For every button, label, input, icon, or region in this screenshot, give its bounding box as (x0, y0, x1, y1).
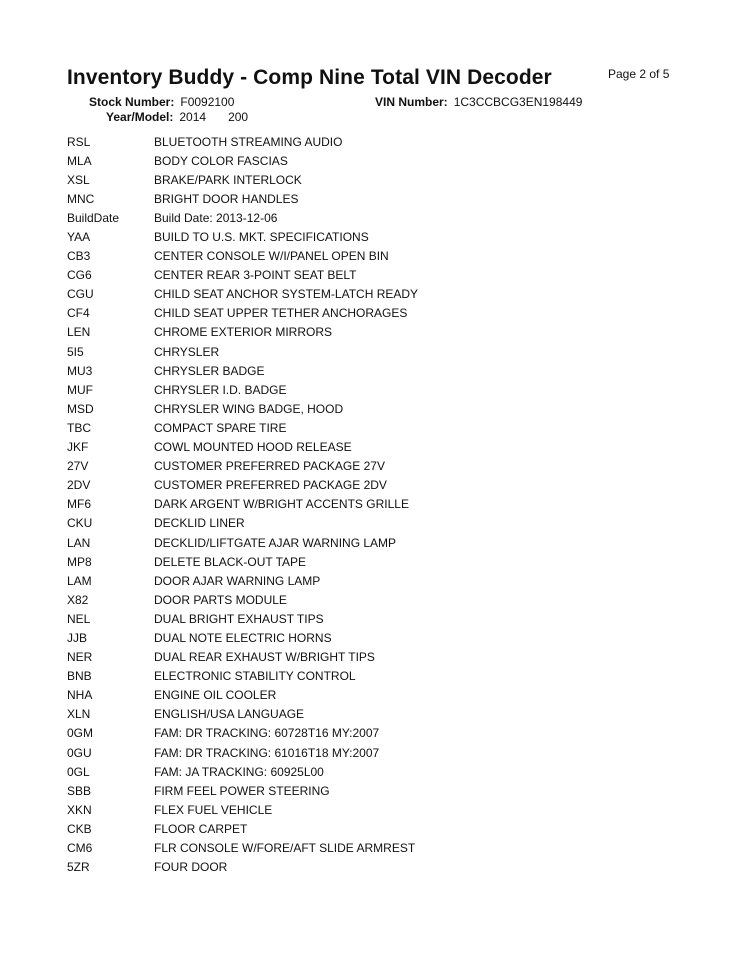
option-code: MF6 (67, 497, 91, 512)
option-description: BODY COLOR FASCIAS (154, 153, 288, 168)
option-row (67, 227, 687, 246)
option-code: BNB (67, 669, 92, 684)
option-description: COMPACT SPARE TIRE (154, 420, 287, 435)
option-code: MSD (67, 401, 94, 416)
option-description: FIRM FEEL POWER STEERING (154, 783, 330, 798)
stock-number-value: F0092100 (180, 95, 235, 109)
option-row (67, 342, 687, 361)
options-list (67, 132, 687, 877)
option-description: DELETE BLACK-OUT TAPE (154, 554, 307, 569)
option-description: FAM: JA TRACKING: 60925L00 (154, 764, 324, 779)
model-value: 200 (228, 110, 249, 124)
option-row (67, 858, 687, 877)
option-description: CHROME EXTERIOR MIRRORS (154, 325, 333, 340)
option-row (67, 266, 687, 285)
option-code: NHA (67, 688, 93, 703)
option-code: X82 (67, 592, 89, 607)
stock-number-label: Stock Number: (89, 95, 175, 109)
option-row (67, 132, 687, 151)
option-description: BUILD TO U.S. MKT. SPECIFICATIONS (154, 230, 369, 245)
option-row (67, 800, 687, 819)
option-description: DOOR AJAR WARNING LAMP (154, 573, 321, 588)
option-code: 27V (67, 459, 89, 474)
option-row (67, 819, 687, 838)
option-description: DUAL BRIGHT EXHAUST TIPS (154, 611, 324, 626)
option-description: BRAKE/PARK INTERLOCK (154, 172, 302, 187)
year-model (106, 110, 248, 124)
year-model-label: Year/Model: (106, 110, 174, 124)
option-row (67, 457, 687, 476)
option-code: MNC (67, 191, 95, 206)
option-description: BLUETOOTH STREAMING AUDIO (154, 134, 343, 149)
year-value: 2014 (179, 110, 207, 124)
option-code: JKF (67, 440, 89, 455)
vin-number-label: VIN Number: (375, 95, 448, 109)
option-description: CENTER CONSOLE W/I/PANEL OPEN BIN (154, 249, 389, 264)
option-description: CENTER REAR 3-POINT SEAT BELT (154, 268, 357, 283)
option-code: 5ZR (67, 860, 90, 875)
option-code: BuildDate (67, 210, 120, 225)
option-row (67, 743, 687, 762)
option-row (67, 762, 687, 781)
option-code: XKN (67, 802, 92, 817)
option-description: FOUR DOOR (154, 860, 228, 875)
option-code: NEL (67, 611, 91, 626)
option-row (67, 438, 687, 457)
option-description: CUSTOMER PREFERRED PACKAGE 27V (154, 459, 385, 474)
option-row (67, 247, 687, 266)
option-code: CKB (67, 821, 92, 836)
option-description: CHRYSLER WING BADGE, HOOD (154, 401, 344, 416)
option-description: CHRYSLER BADGE (154, 363, 265, 378)
page-title: Inventory Buddy - Comp Nine Total VIN Decoder (67, 66, 552, 89)
option-row (67, 361, 687, 380)
option-code: LAN (67, 535, 91, 550)
option-code: 0GU (67, 745, 92, 760)
option-code: 0GL (67, 764, 90, 779)
option-code: YAA (67, 230, 91, 245)
option-description: DECKLID/LIFTGATE AJAR WARNING LAMP (154, 535, 397, 550)
option-code: 0GM (67, 726, 94, 741)
option-description: ENGINE OIL COOLER (154, 688, 277, 703)
option-code: XLN (67, 707, 91, 722)
vin-number-value: 1C3CCBCG3EN198449 (453, 95, 583, 109)
option-description: CHRYSLER I.D. BADGE (154, 382, 287, 397)
option-row (67, 667, 687, 686)
option-description: FLEX FUEL VEHICLE (154, 802, 273, 817)
option-row (67, 380, 687, 399)
option-row (67, 838, 687, 857)
option-code: CGU (67, 287, 94, 302)
option-code: 5I5 (67, 344, 84, 359)
option-code: CM6 (67, 841, 93, 856)
option-code: TBC (67, 420, 91, 435)
option-row (67, 648, 687, 667)
option-code: 2DV (67, 478, 91, 493)
option-code: MLA (67, 153, 92, 168)
option-row (67, 552, 687, 571)
page-number: Page 2 of 5 (608, 67, 670, 81)
option-code: MUF (67, 382, 93, 397)
option-code: CB3 (67, 249, 91, 264)
option-description: CHILD SEAT UPPER TETHER ANCHORAGES (154, 306, 408, 321)
option-code: SBB (67, 783, 92, 798)
option-code: MU3 (67, 363, 93, 378)
option-code: RSL (67, 134, 91, 149)
option-description: ENGLISH/USA LANGUAGE (154, 707, 305, 722)
option-description: DUAL REAR EXHAUST W/BRIGHT TIPS (154, 650, 375, 665)
option-row (67, 686, 687, 705)
option-code: XSL (67, 172, 90, 187)
option-description: DUAL NOTE ELECTRIC HORNS (154, 630, 332, 645)
option-row (67, 590, 687, 609)
option-description: CUSTOMER PREFERRED PACKAGE 2DV (154, 478, 387, 493)
option-row (67, 495, 687, 514)
option-code: LAM (67, 573, 92, 588)
option-row (67, 151, 687, 170)
option-description: FAM: DR TRACKING: 61016T18 MY:2007 (154, 745, 380, 760)
option-description: FLR CONSOLE W/FORE/AFT SLIDE ARMREST (154, 841, 416, 856)
option-description: BRIGHT DOOR HANDLES (154, 191, 299, 206)
option-row (67, 170, 687, 189)
option-row (67, 724, 687, 743)
option-row (67, 399, 687, 418)
option-row (67, 189, 687, 208)
option-row (67, 285, 687, 304)
option-description: ELECTRONIC STABILITY CONTROL (154, 669, 356, 684)
option-code: LEN (67, 325, 91, 340)
option-description: DECKLID LINER (154, 516, 245, 531)
option-row (67, 476, 687, 495)
option-row (67, 533, 687, 552)
option-row (67, 323, 687, 342)
option-row (67, 609, 687, 628)
vin-number (375, 95, 582, 109)
stock-number (89, 95, 234, 109)
option-code: NER (67, 650, 93, 665)
option-code: MP8 (67, 554, 92, 569)
option-row (67, 304, 687, 323)
option-row (67, 208, 687, 227)
option-row (67, 418, 687, 437)
option-description: CHILD SEAT ANCHOR SYSTEM-LATCH READY (154, 287, 419, 302)
option-row (67, 628, 687, 647)
option-code: CG6 (67, 268, 92, 283)
option-row (67, 514, 687, 533)
option-code: CF4 (67, 306, 90, 321)
option-description: DOOR PARTS MODULE (154, 592, 287, 607)
option-row (67, 705, 687, 724)
option-description: FLOOR CARPET (154, 821, 248, 836)
option-code: CKU (67, 516, 93, 531)
option-description: COWL MOUNTED HOOD RELEASE (154, 440, 352, 455)
option-row (67, 571, 687, 590)
option-description: FAM: DR TRACKING: 60728T16 MY:2007 (154, 726, 380, 741)
option-description: Build Date: 2013-12-06 (154, 210, 278, 225)
option-description: CHRYSLER (154, 344, 220, 359)
option-code: JJB (67, 630, 88, 645)
option-description: DARK ARGENT W/BRIGHT ACCENTS GRILLE (154, 497, 409, 512)
option-row (67, 781, 687, 800)
